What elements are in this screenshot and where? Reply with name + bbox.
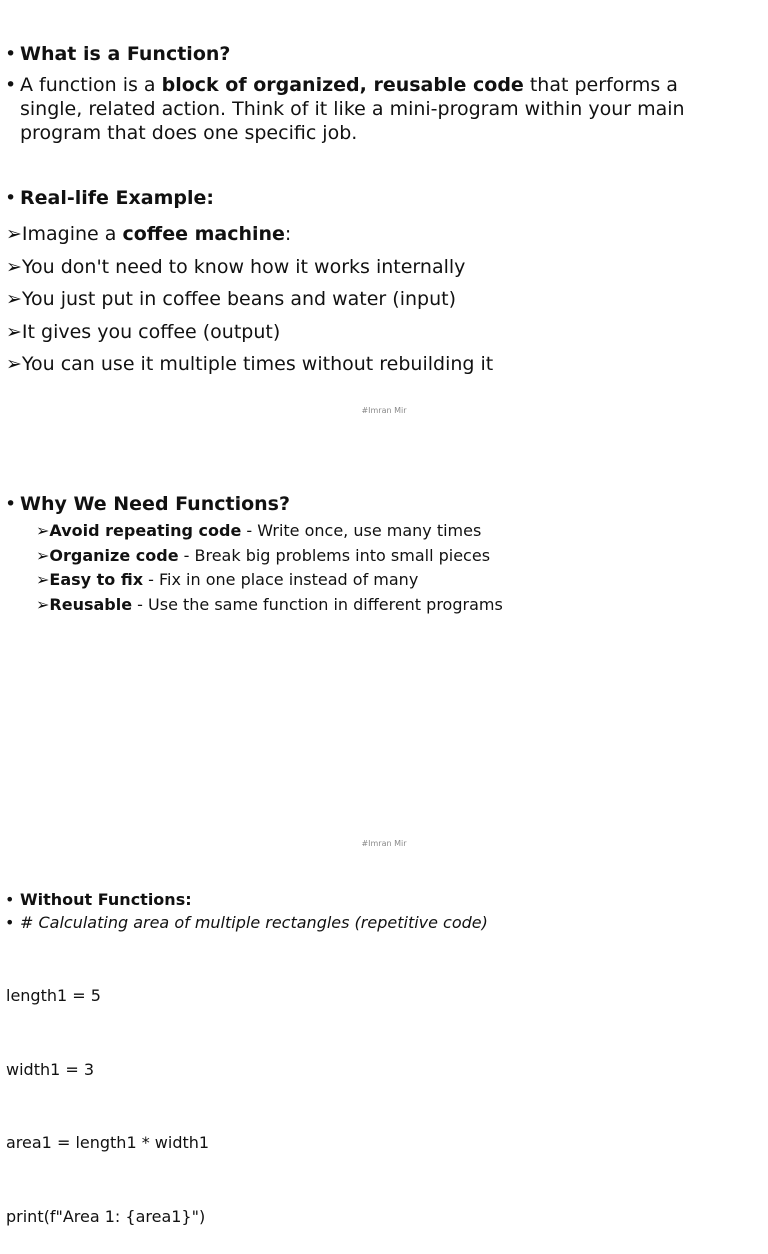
heading-text: Without Functions:	[20, 890, 192, 909]
bullet-icon: •	[5, 74, 17, 96]
list-item-text: You just put in coffee beans and water (input)	[21, 288, 456, 310]
reason-title: Easy to fix	[49, 570, 144, 590]
without-functions-heading	[0, 889, 768, 910]
bullet-icon: •	[5, 493, 17, 515]
heading-text: Why We Need Functions?	[20, 493, 291, 515]
bullet-icon: •	[5, 913, 15, 932]
arrow-bullet-icon: ➢	[36, 521, 50, 540]
list-item-text: It gives you coffee (output)	[21, 320, 281, 343]
bullet-icon: •	[5, 43, 17, 65]
list-item	[6, 218, 768, 251]
list-item	[6, 316, 768, 349]
heading-text: What is a Function?	[20, 43, 231, 65]
function-question-heading	[0, 42, 768, 66]
definition-pre: A function is a	[20, 74, 162, 96]
reasons-list	[36, 519, 768, 618]
arrow-bullet-icon: ➢	[36, 545, 50, 565]
list-item	[36, 593, 768, 618]
watermark: #Imran Mir	[361, 406, 407, 415]
list-item-text: You can use it multiple times without rebuilding it	[21, 353, 494, 375]
reason-title: Reusable	[49, 595, 133, 615]
function-definition	[0, 73, 768, 145]
list-item	[36, 544, 768, 569]
bullet-icon: •	[5, 187, 17, 209]
reason-title: Avoid repeating code	[49, 521, 242, 540]
reason-title: Organize code	[49, 545, 179, 565]
reason-text: - Use the same function in different programs	[132, 595, 503, 615]
comment-text: # Calculating area of multiple rectangles (repetitive code)	[20, 913, 488, 932]
intro-pre: Imagine a	[21, 223, 123, 245]
list-item	[36, 519, 768, 544]
list-item	[6, 283, 768, 316]
bullet-icon: •	[5, 890, 15, 909]
definition-post: that performs a single, related action. Think of it like a mini-program within your main program that does one specific job.	[20, 74, 685, 144]
arrow-bullet-icon: ➢	[6, 255, 22, 278]
definition-bold: block of organized, reusable code	[161, 74, 524, 96]
heading-text: Real-life Example:	[20, 187, 214, 209]
watermark: #Imran Mir	[361, 839, 407, 848]
intro-bold: coffee machine	[122, 223, 285, 245]
arrow-bullet-icon: ➢	[6, 223, 22, 245]
intro-post: :	[284, 223, 292, 245]
arrow-bullet-icon: ➢	[6, 353, 22, 375]
code-comment-line	[0, 912, 768, 933]
arrow-bullet-icon: ➢	[36, 595, 50, 615]
list-item	[6, 348, 768, 381]
list-item	[36, 568, 768, 593]
code-line: length1 = 5	[6, 986, 101, 1005]
reason-text: - Break big problems into small pieces	[178, 545, 491, 565]
arrow-bullet-icon: ➢	[6, 320, 22, 343]
list-item-text: You don't need to know how it works internally	[21, 255, 466, 278]
real-life-example-heading	[0, 186, 768, 210]
arrow-bullet-icon: ➢	[36, 570, 50, 590]
arrow-bullet-icon: ➢	[6, 288, 22, 310]
coffee-machine-list	[6, 218, 768, 381]
code-line: width1 = 3	[6, 1059, 95, 1079]
code-block	[6, 935, 768, 1254]
why-functions-heading	[0, 492, 768, 516]
code-line: area1 = length1 * width1	[6, 1133, 210, 1152]
code-line: print(f"Area 1: {area1}")	[6, 1206, 206, 1226]
reason-text: - Fix in one place instead of many	[143, 570, 419, 590]
reason-text: - Write once, use many times	[241, 521, 482, 540]
list-item	[6, 251, 768, 284]
